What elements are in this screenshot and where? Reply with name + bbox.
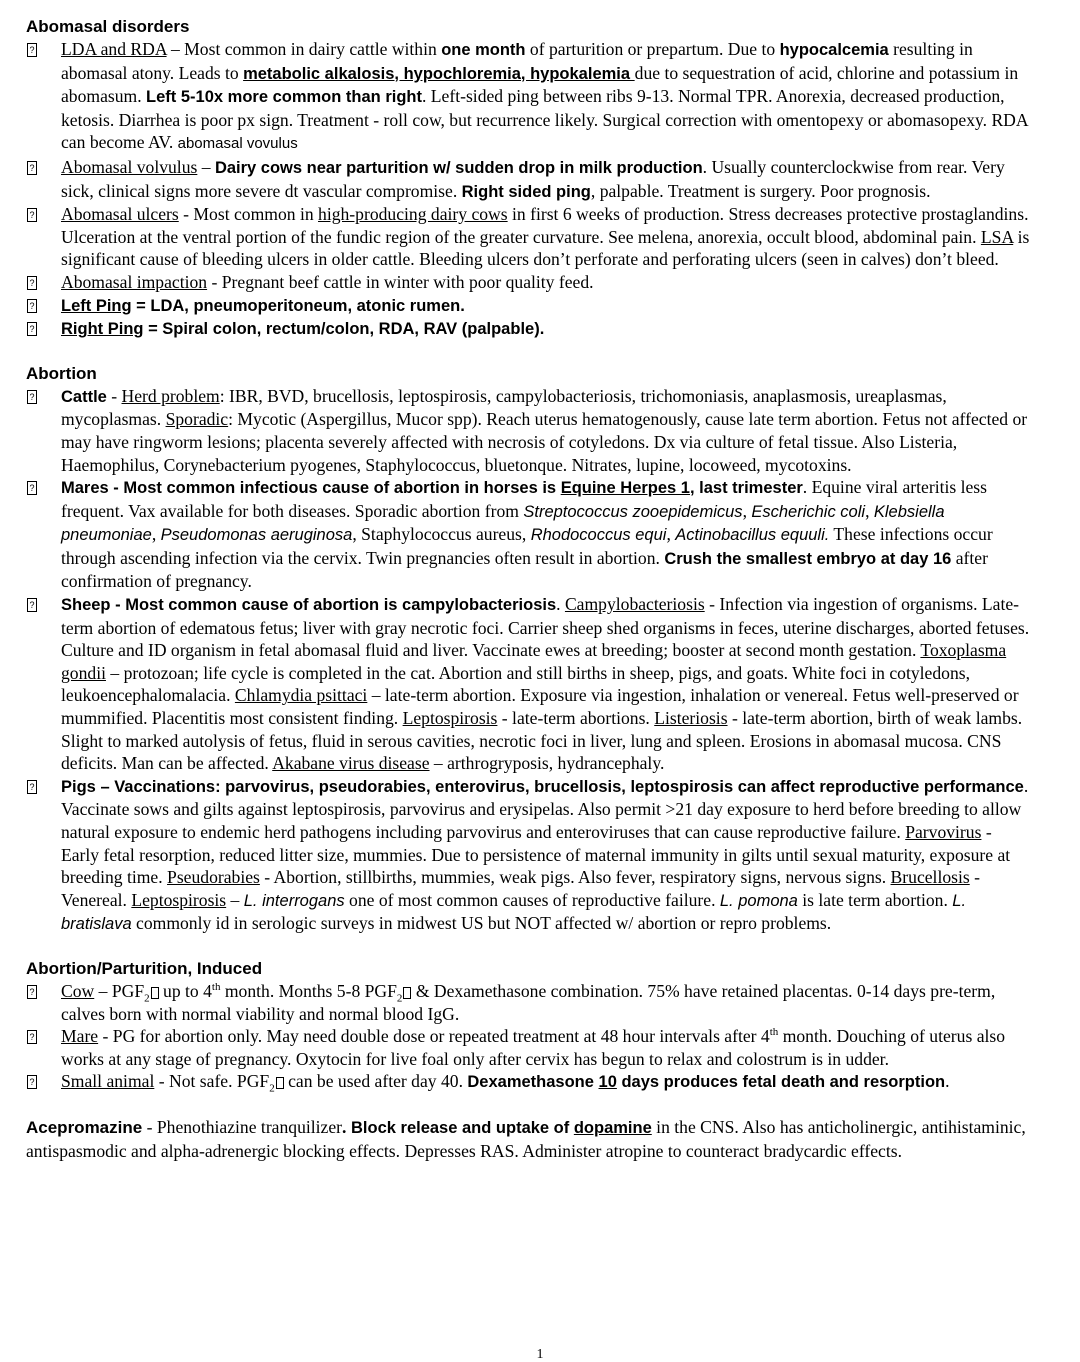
text-run: hypocalcemia xyxy=(779,41,889,59)
text-run: abomasal vovulus xyxy=(177,135,298,153)
text-run: L. bratislava xyxy=(61,891,967,934)
text-run: high-producing dairy cows xyxy=(318,204,508,225)
text-run: Chlamydia psittaci xyxy=(234,685,368,706)
bullet-icon: ? xyxy=(27,985,37,999)
text-run: Rhodococcus equi xyxy=(530,526,667,545)
text-run: , Staphylococcus aureus, xyxy=(352,524,531,545)
bullet-list xyxy=(26,385,1030,936)
text-run: – Vaccinations: parvovirus, pseudorabies, enterovirus, brucellosis, leptospirosis can affect reproductive performance xyxy=(95,777,1024,796)
text-run: month. Douching of uterus also works at any stage of pregnancy. Oxytocin for live foal only after cervix has begun to relax and colostrum is in udder. xyxy=(61,1026,1006,1069)
text-run: Abomasal impaction xyxy=(61,271,208,292)
list-item-mares xyxy=(26,476,1030,593)
text-run: , xyxy=(151,524,161,545)
section-abortion xyxy=(26,363,1030,936)
text-run: Block release and uptake of xyxy=(346,1118,574,1137)
text-run: . xyxy=(945,1071,950,1092)
text-run: Left 5-10x more common than right xyxy=(146,88,422,107)
text-run: Acepromazine xyxy=(26,1117,143,1137)
text-run: Toxoplasma gondii xyxy=(61,640,1007,683)
bullet-icon: ? xyxy=(27,598,37,612)
text-run: Streptococcus zooepidemicus xyxy=(523,502,743,521)
text-run: in the CNS. Also has anticholinergic, antihistaminic, antispasmodic and alpha-adrenergic blocking effects. Depresses RAS. Administer atropine to counteract bradycardic effects. xyxy=(26,1116,1026,1161)
list-item-cow xyxy=(26,980,1030,1025)
text-run: one of most common causes of reproductive failure. xyxy=(344,889,720,910)
text-run: - Abortion, stillbirths, mummies, weak pigs. Also fever, respiratory signs, nervous signs. xyxy=(259,867,891,888)
text-run: - PG for abortion only. May need double dose or repeated treatment at 48 hour intervals after 4 xyxy=(98,1026,770,1047)
text-run: Dexamethasone xyxy=(467,1073,599,1092)
text-run: Equine Herpes 1 xyxy=(560,479,690,498)
text-run: is significant cause of bleeding ulcers in older cattle. Bleeding ulcers don’t perforate and perforating ulcers (seen in calves) don’t bleed. xyxy=(61,226,1030,270)
section-acepromazine xyxy=(26,1116,1030,1162)
text-run: & Dexamethasone combination. 75% have retained placentas. 0-14 days pre-term, calves born with normal viability and normal blood IgG. xyxy=(61,980,996,1024)
text-run: Listeriosis xyxy=(654,708,728,729)
text-run: Cattle xyxy=(61,387,107,406)
bullet-icon: ? xyxy=(27,161,37,175)
text-run: Akabane virus disease xyxy=(272,753,430,774)
text-run: . Vaccinate sows and gilts against leptospirosis, parvovirus and erysipelas. Also permit >21 day exposure to herd before breeding to allow natural exposure to endemic herd pathogens including parvovirus and enteroviruses that can cause reproductive failure. xyxy=(61,775,1029,842)
text-run: 2 xyxy=(269,1082,275,1095)
bullet-icon: ? xyxy=(27,481,37,495)
text-run: Crush the smallest embryo at day 16 xyxy=(664,549,952,568)
text-run: Pseudomonas aeruginosa xyxy=(160,526,353,545)
text-run: , xyxy=(666,524,676,545)
list-item-sheep xyxy=(26,593,1030,775)
text-run: – PGF xyxy=(94,980,145,1001)
text-run: resulting in abomasal atony. Leads to xyxy=(61,39,973,83)
text-run: - Most common infectious cause of abortion in horses is xyxy=(108,479,561,498)
text-run: Left Ping xyxy=(61,296,132,315)
text-run: - Infection via ingestion of organisms. Late-term abortion of edematous fetus; liver with gray necrotic foci. Carrier sheep shed organisms in feces, uterine discharges, aborted fetuses. Culture and ID organism in fetal abomasal fluid and liver. Vaccinate ewes at breeding; booster at second month gestation. xyxy=(61,594,1030,661)
text-run: – xyxy=(197,156,215,177)
text-run: Actinobacillus equuli. xyxy=(675,526,830,545)
text-run: L. pomona xyxy=(719,891,798,910)
text-run: - Phenothiazine tranquilizer xyxy=(142,1116,343,1137)
text-run: - Not safe. PGF xyxy=(154,1071,270,1092)
section-abomasal-disorders xyxy=(26,16,1030,341)
text-run: - Early fetal resorption, reduced litter size, mummies. Due to persistence of maternal immunity in gilts until sexual maturity, exposure at breeding time. xyxy=(61,822,1011,888)
text-run: , palpable. Treatment is surgery. Poor prognosis. xyxy=(590,180,931,201)
bullet-icon: ? xyxy=(27,276,37,290)
text-run: Campylobacteriosis xyxy=(564,594,705,615)
text-run: 2 xyxy=(144,992,150,1005)
text-run: L. interrogans xyxy=(243,891,345,910)
bullet-icon: ? xyxy=(27,780,37,794)
text-run: th xyxy=(769,1026,779,1039)
text-run: , last trimester xyxy=(689,479,803,498)
document-page xyxy=(26,16,1030,1184)
text-run: Abomasal volvulus xyxy=(61,156,198,177)
text-run: Herd problem xyxy=(121,385,220,406)
list-item-pigs xyxy=(26,775,1030,936)
text-run: Escherichic coli xyxy=(751,502,866,521)
text-run: – xyxy=(226,889,244,910)
text-run: LDA and RDA xyxy=(61,39,167,59)
text-run: , xyxy=(742,500,752,521)
text-run: Cow xyxy=(61,980,95,1001)
missing-glyph-icon xyxy=(276,1077,284,1089)
text-run: commonly id in serologic surveys in midwest US but NOT affected w/ abortion or repro problems. xyxy=(131,913,832,934)
bullet-list xyxy=(26,38,1030,341)
section-heading: Abomasal disorders xyxy=(26,17,190,36)
list-item-right-ping xyxy=(26,317,1030,341)
text-run: th xyxy=(211,981,221,994)
bullet-icon: ? xyxy=(27,299,37,313)
text-run: Mare xyxy=(61,1026,99,1047)
text-run: Leptospirosis xyxy=(131,889,227,910)
text-run: Leptospirosis xyxy=(402,708,498,729)
text-run: Abomasal ulcers xyxy=(61,204,179,225)
text-run: metabolic alkalosis, hypochloremia, hypokalemia xyxy=(243,64,635,83)
list-item-lda-rda xyxy=(26,38,1030,156)
text-run: Right sided ping xyxy=(461,182,591,201)
text-run: . Equine viral arteritis less frequent. Vax available for both diseases. Sporadic abortion from xyxy=(61,477,987,521)
missing-glyph-icon xyxy=(151,987,159,999)
text-run: - Most common in xyxy=(178,204,319,225)
text-run: These infections occur through ascending infection via the cervix. Twin pregnancies often result in abortion. xyxy=(61,524,993,568)
list-item-small-animal xyxy=(26,1070,1030,1094)
section-abortion-parturition-induced xyxy=(26,958,1030,1094)
page-number: 1 xyxy=(536,1347,544,1362)
list-item-abomasal-volvulus xyxy=(26,156,1030,203)
text-run: - Venereal. xyxy=(61,867,980,910)
text-run: Small animal xyxy=(61,1071,155,1092)
bullet-icon: ? xyxy=(27,43,37,57)
text-run: due to sequestration of acid, chlorine and potassium in abomasum. xyxy=(61,62,1019,107)
text-run: Brucellosis xyxy=(890,867,970,888)
text-run: : Mycotic (Aspergillus, Mucor spp). Reach uterus hematogenously, cause late term abortion. Fetus not affected or may have ringworm lesions; placenta severely affected with necrosis of cotyledons. Dx via culture of fetal tissue. Also Listeria, Haemophilus, Corynebacterium pyogenes, Staphylococcus, bluetonque. Nitrates, lupine, locoweed, mycotoxins. xyxy=(61,409,1028,475)
text-run: 2 xyxy=(396,992,403,1005)
text-run: one month xyxy=(441,41,526,59)
text-run: – protozoan; life cycle is completed in the cat. Abortion and still births in sheep, pigs, and goats. White foci in cotyledons, leukoencephalomalacia. xyxy=(61,662,970,706)
bullet-list xyxy=(26,980,1030,1094)
text-run: can be used after day 40. xyxy=(283,1071,468,1092)
text-run: Dairy cows near parturition w/ sudden drop in milk production xyxy=(214,158,703,177)
list-item-left-ping xyxy=(26,294,1030,318)
list-item-mare xyxy=(26,1025,1030,1070)
text-run: = Spiral colon, rectum/colon, RDA, RAV (palpable). xyxy=(143,320,545,339)
text-run: Sheep xyxy=(61,596,111,615)
list-item-cattle xyxy=(26,385,1030,476)
section-heading: Abortion/Parturition, Induced xyxy=(26,958,263,978)
text-run: – late-term abortion. Exposure via ingestion, inhalation or venereal. Fetus well-preserved or mummified. Placentitis most consistent finding. xyxy=(61,685,1019,729)
text-run: Pseudorabies xyxy=(167,867,260,888)
text-run: 10 xyxy=(598,1073,617,1092)
bullet-icon: ? xyxy=(27,1030,37,1044)
text-run: of parturition or prepartum. Due to xyxy=(525,39,780,59)
text-run: – arthrogryposis, hydrancephaly. xyxy=(429,753,665,774)
text-run: - late-term abortion, birth of weak lambs. Slight to marked autolysis of fetus, fluid in serous cavities, necrotic foci in liver, lung and spleen. Erosions in abomasal mucosa. CNS deficits. Man can be affected. xyxy=(61,708,1023,774)
text-run: . Usually counterclockwise from rear. Very sick, clinical signs more severe dt vascular compromise. xyxy=(61,156,1005,201)
text-run: after confirmation of pregnancy. xyxy=(61,547,988,592)
text-run: : IBR, BVD, brucellosis, leptospirosis, campylobacteriosis, trichomoniasis, anaplasmosis, ureaplasmas, mycoplasmas. xyxy=(61,385,947,430)
text-run: = LDA, pneumoperitoneum, atonic rumen. xyxy=(131,296,465,315)
text-run: - Pregnant beef cattle in winter with poor quality feed. xyxy=(207,271,594,292)
text-run: - late-term abortions. xyxy=(497,708,655,729)
text-run: Parvovirus xyxy=(905,822,982,842)
text-run: Right Ping xyxy=(61,320,144,339)
text-run: month. Months 5-8 PGF xyxy=(220,980,397,1001)
text-run: LSA xyxy=(980,226,1014,247)
text-run: up to 4 xyxy=(158,980,212,1001)
bullet-icon: ? xyxy=(27,208,37,222)
bullet-icon: ? xyxy=(27,390,37,404)
list-item-abomasal-impaction xyxy=(26,271,1030,294)
text-run: is late term abortion. xyxy=(797,889,953,910)
text-run: , xyxy=(865,500,874,521)
bullet-icon: ? xyxy=(27,1075,37,1089)
bullet-icon: ? xyxy=(27,322,37,336)
text-run: Sporadic xyxy=(165,409,229,430)
text-run: Klebsiella pneumoniae xyxy=(61,502,945,545)
text-run: days produces fetal death and resorption xyxy=(616,1073,946,1092)
text-run: Mares xyxy=(61,479,109,498)
text-run: - xyxy=(106,385,122,406)
text-run: - Most common cause of abortion is campylobacteriosis xyxy=(110,596,557,615)
text-run: in first 6 weeks of production. Stress decreases protective prostaglandins. Ulceration at the ventral portion of the fundic region of the greater curvature. See melena, anorexia, occult blood, abdominal pain. xyxy=(61,204,1029,247)
section-heading: Abortion xyxy=(26,363,97,383)
text-run: . Left-sided ping between ribs 9-13. Normal TPR. Anorexia, decreased production, ketosis. Diarrhea is poor px sign. Treatment - roll cow, but recurrence likely. Surgical correction with omentopexy or abomasopexy. RDA can become AV. xyxy=(61,86,1028,153)
acepromazine-paragraph xyxy=(26,1116,1030,1162)
text-run: Pigs xyxy=(61,777,96,796)
list-item-abomasal-ulcers xyxy=(26,203,1030,271)
text-run: – Most common in dairy cattle within xyxy=(166,39,442,59)
text-run: . xyxy=(342,1116,347,1137)
text-run: . xyxy=(556,594,565,615)
text-run: dopamine xyxy=(573,1118,652,1137)
